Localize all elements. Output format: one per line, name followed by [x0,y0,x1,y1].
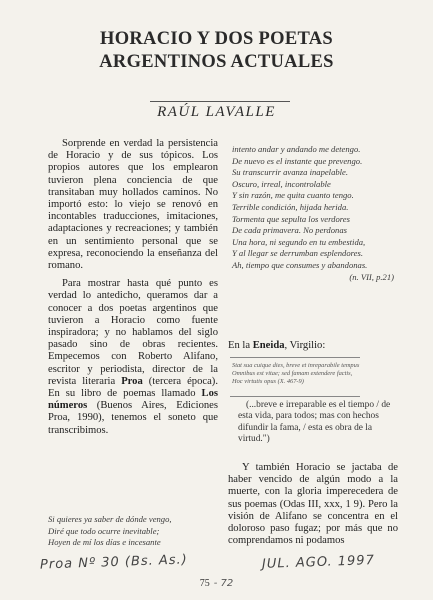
paragraph-2 [48,278,218,437]
handwritten-date: JUL. AGO. 1997 [261,553,376,572]
verse-line: De cada primavera. No perdonas [232,225,347,236]
left-verse [48,514,228,549]
right-verse [232,144,398,283]
latin-rule-bottom [230,396,360,397]
translation-text: (...breve e irreparable es el tiempo / de esta vida, para todos; mas con hechos difundir la fama, / esta es obra de la virtud.") [238,400,391,445]
paragraph-2-end: (Buenos Aires, Ediciones Proa, 1990), tenemos el soneto que transcribimos. [48,400,218,436]
latin-quote [232,362,397,387]
book-title: Los números [48,388,218,412]
eneida-intro [228,340,398,351]
paragraph-2-mid: (tercera época). En su libro de poemas llamado [48,375,218,400]
right-column-continued [228,462,398,547]
title-line-2: ARGENTINOS ACTUALES [99,52,334,72]
verse-line: Si quieres ya saber de dónde vengo, [48,514,172,524]
eneida-suffix: , Virgilio: [284,340,326,351]
paragraph-1: Sorprende en verdad la persistencia de Horacio y de sus tópicos. Los propios autores que los emplearon tuvieron plena conciencia de que transitaban muy hollados caminos. No importó esto: lo viejo se renovó en incontables traducciones, imitaciones, adaptaciones y recreaciones; y también en un sentimiento personal que se expresa, reconociendo la enseñanza del romano. [48,138,218,272]
verse-line: intento andar y andando me detengo. [232,144,361,154]
title-line-1: HORACIO Y DOS POETAS [100,29,333,49]
verse-line: Y al llegar se derrumban esplendores. [232,248,363,259]
verse-line: Su transcurrir avanza inapelable. [232,167,349,178]
page-number-handwritten: - 72 [213,578,234,589]
verse-line: Oscuro, irreal, incontrolable [232,178,331,189]
verse-line: Terrible condición, hijada herida. [232,201,349,212]
author-name: RAÚL LAVALLE [157,104,276,120]
translation-quote [238,400,398,446]
verse-line: Una hora, ni segundo en tu embestida, [232,236,366,247]
verse-citation: (n. VII, p.21) [349,271,394,282]
proa-name: Proa [121,375,143,387]
verse-line: Ah, tiempo que consumes y abandonas. [232,259,368,270]
page-number [0,578,433,589]
author-rule [150,101,290,102]
eneida-work: Eneida [252,340,285,351]
verse-line: Diré que todo ocurre inevitable; [48,525,160,536]
verse-line: Hoyen de mí los días e incesante [48,537,161,547]
eneida-prefix: En la [228,340,253,351]
right-column [228,138,398,283]
page-number-printed: 75 [199,578,210,589]
verse-line: Y sin razón, me quita cuanto tengo. [232,190,354,201]
article-title [0,28,433,74]
latin-line: Omnibus est vitae; sed famam extendere factis, [232,370,353,378]
latin-line: Hoc virtutis opus (X. 467-9) [232,378,304,386]
latin-rule-top [230,357,360,358]
verse-line: Tormenta que sepulta los verdores [232,213,350,224]
paragraph-2-start: Para mostrar hasta qué punto es verdad lo antedicho, queramos dar a conocer a dos poetas argentinos que tuvieron a Horacio como fuente inspiradora; y no hablamos del siglo pasado sino de obras recientes. Empecemos con Roberto Alifano, escritor y periodista, director de la revista literaria [48,278,218,387]
latin-line: Stat sua cuique dies, breve et inreparabile tempus [232,362,360,369]
handwritten-source: Proa Nº 30 (Bs. As.) [39,552,189,573]
verse-line: De nuevo es el instante que prevengo. [232,155,363,166]
paragraph-3: Y también Horacio se jactaba de haber vencido de algún modo a la muerte, con la gloria imperecedera de sus poemas (Odas III, xxx, 1 9). Pero la visión de Alifano se concentra en el doloroso paso fugaz; por más que no comprendamos ni podamos [228,462,398,547]
left-column [48,138,218,443]
